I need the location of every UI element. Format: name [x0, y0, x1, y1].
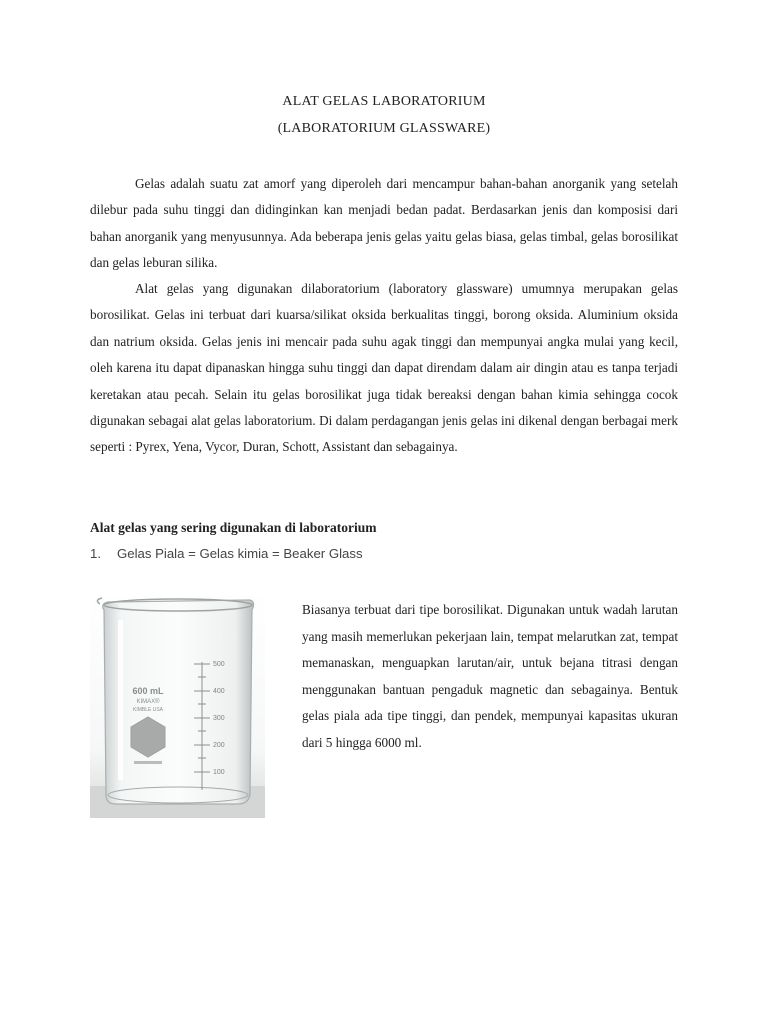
list-item-number: 1.	[90, 546, 101, 561]
beaker-photo	[90, 590, 265, 818]
section-heading: Alat gelas yang sering digunakan di laboratorium	[90, 520, 377, 535]
list-item-label: Gelas Piala = Gelas kimia = Beaker Glass	[117, 546, 363, 561]
list-item-beaker	[90, 546, 363, 561]
paragraph-lab-glassware: Alat gelas yang digunakan dilaboratorium (laboratory glassware) umumnya merupakan gelas borosilikat. Gelas ini terbuat dari kuarsa/silikat oksida berkualitas tinggi, borong oksida. Aluminium oksida dan natrium oksida. Gelas jenis ini mencair pada suhu agak tinggi dan mempunyai angka mulai yang kecil, oleh karena itu dapat dipanaskan hingga suhu tinggi dan dapat direndam dalam air dingin atau es tanpa terjadi keretakan atau pecah. Selain itu gelas borosilikat juga tidak bereaksi dengan bahan kimia sehingga cocok digunakan sebagai alat gelas laboratorium. Di dalam perdagangan jenis gelas ini dikenal dengan berbagai merk seperti : Pyrex, Yena, Vycor, Duran, Schott, Assistant dan sebagainya.	[90, 281, 678, 455]
scale-mark-400: 400	[213, 688, 225, 695]
beaker-capacity-label: 600 mL	[132, 686, 164, 696]
document-title: ALAT GELAS LABORATORIUM	[282, 94, 486, 109]
scale-mark-200: 200	[213, 742, 225, 749]
scale-mark-300: 300	[213, 715, 225, 722]
paragraph-glass-definition: Gelas adalah suatu zat amorf yang diperoleh dari mencampur bahan-bahan anorganik yang setelah dilebur pada suhu tinggi dan didinginkan kan menjadi bedan padat. Berdasarkan jenis dan komposisi dari bahan anorganik yang menyusunnya. Ada beberapa jenis gelas yaitu gelas biasa, gelas timbal, gelas borosilikat dan gelas leburan silika.	[90, 176, 678, 271]
beaker-brand-label: KIMAX®	[136, 699, 160, 705]
beaker-maker-label: KIMBLE USA	[132, 707, 164, 713]
beaker-description: Biasanya terbuat dari tipe borosilikat. Digunakan untuk wadah larutan yang masih memerlukan pekerjaan lain, tempat melarutkan zat, tempat memanaskan, menguapkan larutan/air, untuk bejana titrasi dengan menggunakan bantuan pengaduk magnetic dan sebagainya. Bentuk gelas piala ada tipe tinggi, dan pendek, mempunyai kapasitas ukuran dari 5 hingga 6000 ml.	[302, 602, 678, 750]
document-subtitle: (LABORATORIUM GLASSWARE)	[277, 121, 491, 136]
scale-mark-100: 100	[213, 769, 225, 776]
scale-mark-500: 500	[213, 661, 225, 668]
